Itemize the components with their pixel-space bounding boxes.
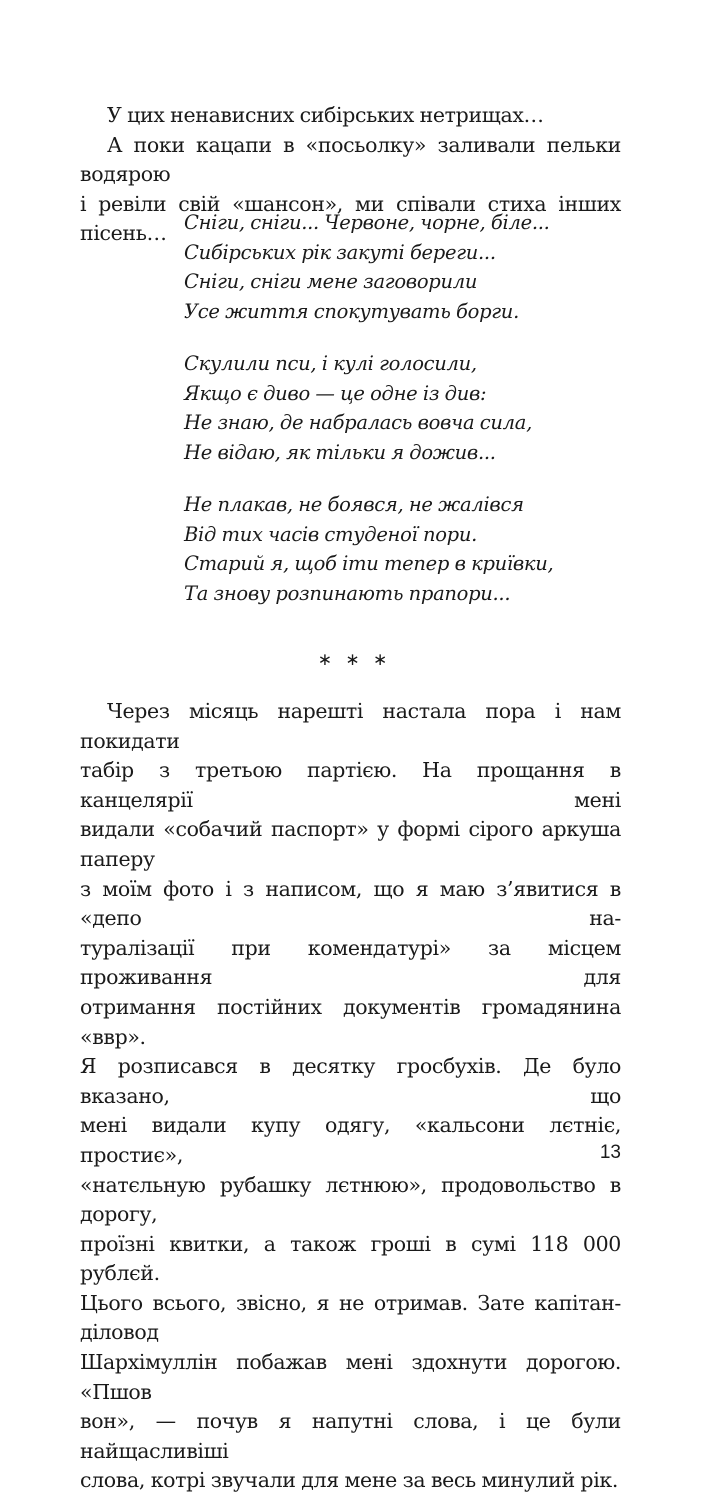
text-line: Я розписався в десятку гросбухів. Де було вказано, що — [80, 1054, 621, 1108]
text-line: мені видали купу одягу, «кальсони лєтніє, простиє», — [80, 1113, 621, 1167]
text-line: вон», — почув я напутні слова, і це були найщасливіші — [80, 1409, 621, 1463]
text-line: табір з третьою партією. На прощання в канцелярії мені — [80, 758, 621, 812]
text-line: з моїм фото і з написом, що я маю з’явитися в «депо на- — [80, 876, 621, 931]
text-line: слова, котрі звучали для мене за весь минулий рік. — [80, 1468, 619, 1493]
poem-line: Сніги, сніги... Червоне, чорне, біле... — [184, 211, 550, 234]
text-line: У цих ненависних сибірських нетрищах… — [107, 103, 544, 127]
poem-line: Та знову розпинають прапори... — [184, 581, 511, 605]
text-line: Шархімуллін побажав мені здохнути дорогою. «Пшов — [80, 1350, 621, 1404]
text-line: отримання постійних документів громадянина «ввр». — [80, 994, 621, 1049]
body-paragraph — [80, 697, 621, 1496]
poem-stanza-2 — [184, 349, 604, 467]
poem-line: Сибірських рік закуті береги... — [184, 240, 496, 264]
section-separator: ∗ ∗ ∗ — [317, 650, 392, 670]
text-line: видали «собачий паспорт» у формі сірого аркуша паперу — [80, 817, 621, 871]
poem-line: Старий я, щоб іти тепер в криївки, — [184, 552, 554, 576]
text-line: «натєльную рубашку лєтнюю», продовольство в дорогу, — [80, 1172, 621, 1227]
text-line: і ревіли свій «шансон», ми співали стиха інших пісень… — [80, 191, 621, 246]
text-line: Цього всього, звісно, я не отримав. Зате капітан-діловод — [80, 1290, 621, 1345]
poem-line: Не плакав, не боявся, не жалівся — [184, 493, 524, 516]
poem-line: Не відаю, як тільки я дожив... — [184, 440, 496, 464]
poem-stanza-1 — [184, 208, 604, 326]
text-line: проїзні квитки, а також гроші в сумі 118 000 рублєй. — [80, 1231, 621, 1286]
page-number: 13 — [599, 1142, 621, 1163]
text-line: Через місяць нарешті настала пора і нам покидати — [80, 699, 621, 753]
poem-stanza-3 — [184, 490, 604, 608]
poem-line: Сніги, сніги мене заговорили — [184, 270, 478, 294]
poem-line: Усе життя спокутувать борги. — [184, 299, 519, 323]
poem-line: Від тих часів студеної пори. — [184, 522, 478, 546]
body-text — [80, 697, 621, 1496]
text-line: туралізації при комендатурі» за місцем проживання для — [80, 935, 621, 990]
poem-line: Якщо є диво — це одне із див: — [184, 381, 487, 405]
poem-line: Не знаю, де набралась вовча сила, — [184, 411, 532, 435]
text-line: А поки кацапи в «посьолку» заливали пельки водярою — [80, 132, 621, 187]
poem-line: Скулили пси, і кулі голосили, — [184, 352, 477, 375]
